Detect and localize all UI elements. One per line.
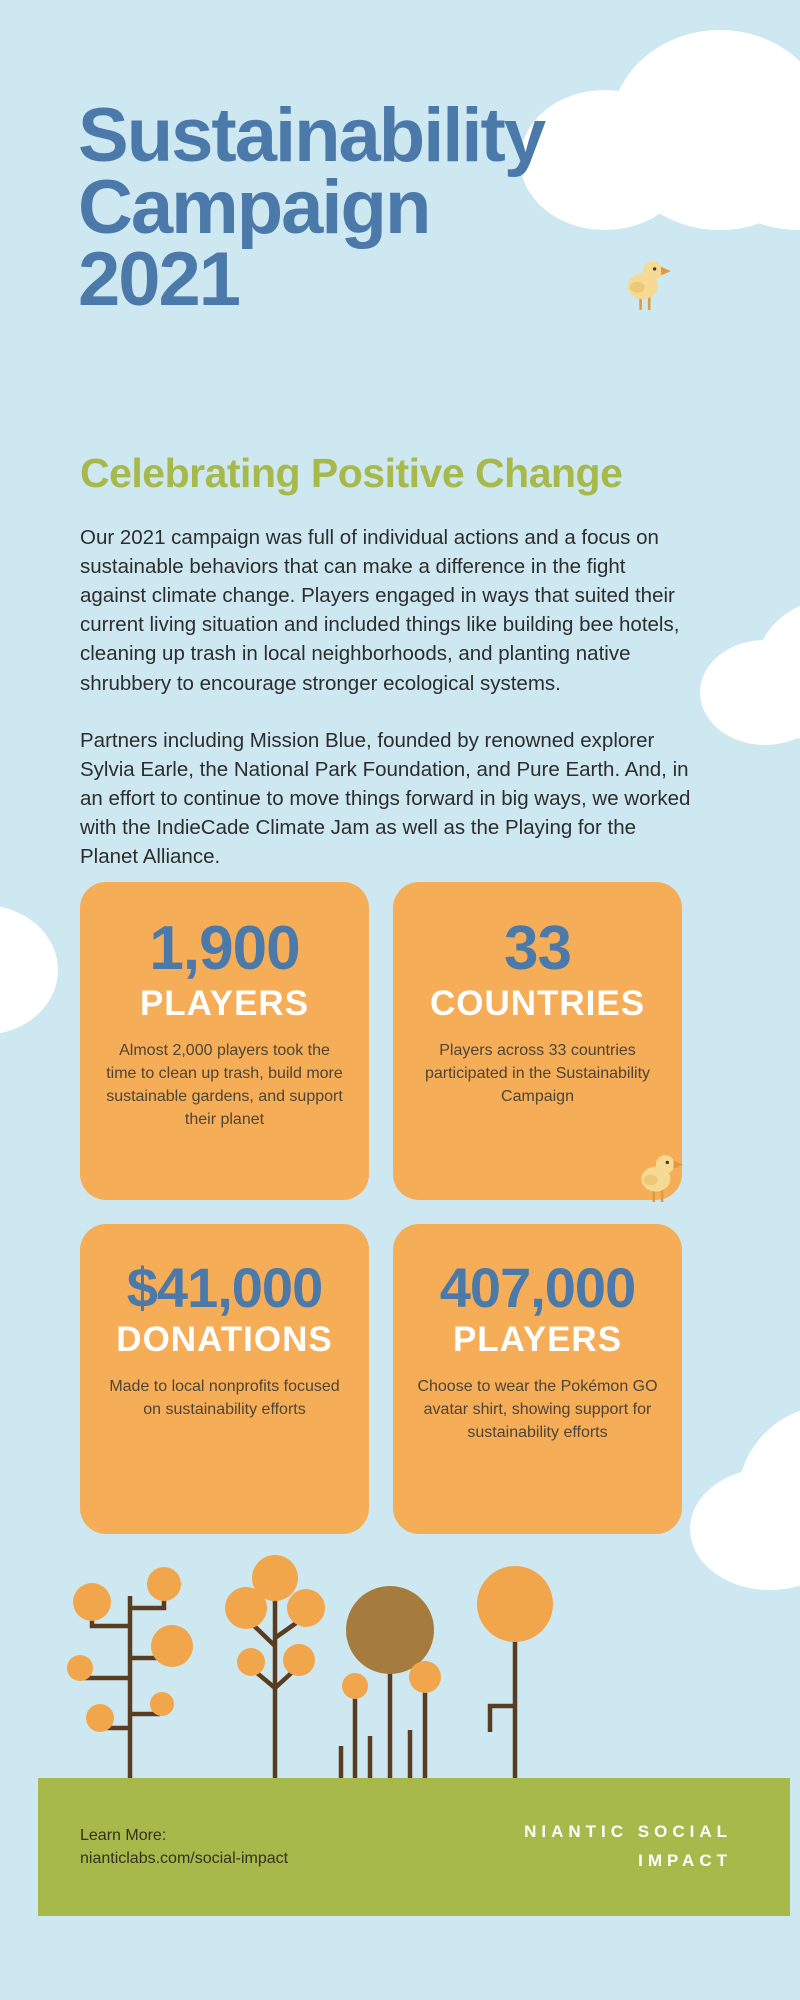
stat-label: COUNTRIES [429, 984, 646, 1023]
stat-value: 1,900 [149, 914, 300, 983]
stat-label: PLAYERS [452, 1320, 623, 1359]
section-heading: Celebrating Positive Change [80, 450, 623, 496]
learn-more-label: Learn More: [80, 1826, 167, 1844]
stat-description: Choose to wear the Pokémon GO avatar shirt, showing support for sustainability efforts [417, 1377, 658, 1442]
learn-more-block [80, 1824, 288, 1870]
title-line-2: Campaign [78, 165, 430, 251]
stat-value: $41,000 [126, 1256, 323, 1319]
tree-branches [490, 1638, 515, 1778]
stat-card-players [80, 882, 369, 1200]
stat-value: 33 [504, 914, 571, 983]
intro-paragraph-1: Our 2021 campaign was full of individual actions and a focus on sustainable behaviors that can make a difference in the fight against climate change. Players engaged in ways that suited their current living situation and included things like building bee hotels, cleaning up trash in local neighborhoods, and planting native shrubbery to encourage stronger ecological systems. [80, 526, 680, 695]
stat-label: PLAYERS [139, 984, 310, 1023]
stat-value: 407,000 [439, 1256, 636, 1319]
stats-grid [80, 882, 682, 1534]
bird-icon [620, 256, 672, 312]
title-line-1: Sustainability [78, 93, 545, 178]
brand-line-1: NIANTIC SOCIAL [524, 1822, 732, 1842]
title-line-3: 2021 [78, 237, 240, 323]
footer [38, 1778, 790, 1916]
intro-section [80, 450, 692, 899]
stat-description: Almost 2,000 players took the time to clean up trash, build more sustainable gardens, and support their planet [106, 1041, 343, 1129]
stat-card-donations [80, 1224, 369, 1534]
learn-more-link[interactable]: nianticlabs.com/social-impact [80, 1850, 289, 1867]
tree-foliage-dark [346, 1586, 434, 1674]
brand-line-2: IMPACT [638, 1851, 732, 1870]
bird-icon [634, 1150, 684, 1204]
stat-label: DONATIONS [116, 1320, 333, 1359]
intro-paragraph-2: Partners including Mission Blue, founded by renowned explorer Sylvia Earle, the National Park Foundation, and Pure Earth. And, in an effort to continue to move things forward in big ways, we worked with the IndieCade Climate Jam as well as the Playing for the Planet Alliance. [80, 728, 691, 869]
tree-foliage [477, 1566, 553, 1642]
trees-illustration [60, 1546, 580, 1778]
stat-card-avatar-players [393, 1224, 682, 1534]
cloud-puff-icon [0, 905, 58, 1035]
stat-description: Players across 33 countries participated in the Sustainability Campaign [424, 1041, 651, 1106]
brand-text [524, 1818, 732, 1876]
tree-branches [80, 1594, 170, 1778]
stat-description: Made to local nonprofits focused on sustainability efforts [109, 1377, 340, 1418]
